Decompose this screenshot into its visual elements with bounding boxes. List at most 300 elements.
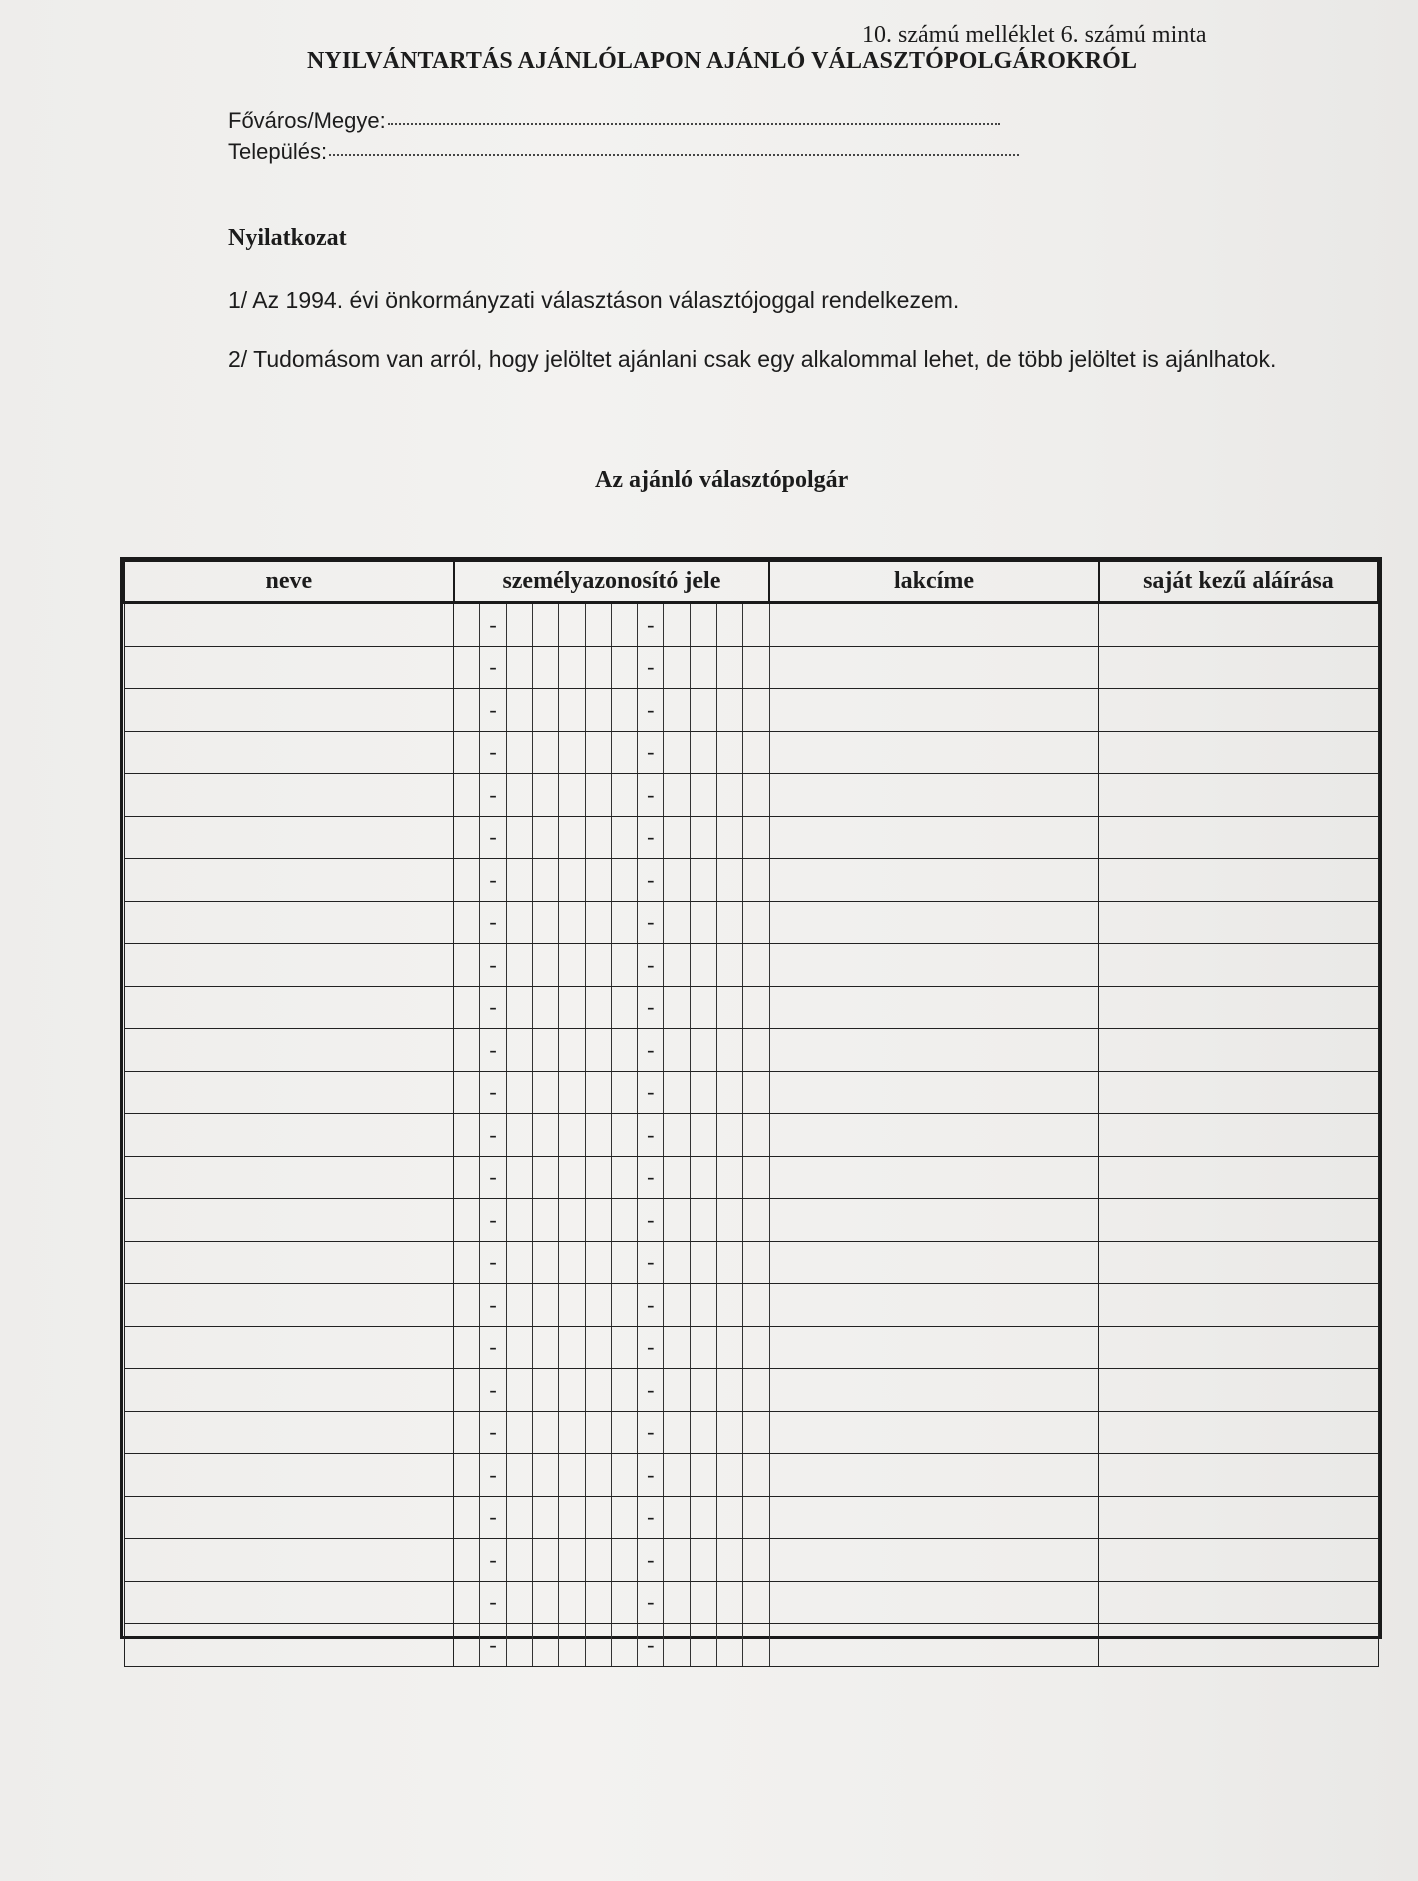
- id-digit-cell[interactable]: [611, 1581, 637, 1624]
- id-digit-cell[interactable]: [585, 859, 611, 902]
- id-digit-cell[interactable]: [743, 1029, 769, 1072]
- fovaros-megye-field[interactable]: [228, 108, 1000, 134]
- id-digit-cell[interactable]: [506, 1199, 532, 1242]
- id-digit-cell[interactable]: -: [480, 1156, 506, 1199]
- signature-cell[interactable]: [1099, 986, 1378, 1029]
- id-digit-cell[interactable]: [690, 689, 716, 732]
- id-digit-cell[interactable]: [611, 901, 637, 944]
- id-digit-cell[interactable]: [611, 1114, 637, 1157]
- id-digit-cell[interactable]: -: [480, 901, 506, 944]
- id-digit-cell[interactable]: [743, 1071, 769, 1114]
- signature-cell[interactable]: [1099, 731, 1378, 774]
- id-digit-cell[interactable]: [559, 1029, 585, 1072]
- id-digit-cell[interactable]: -: [480, 646, 506, 689]
- name-cell[interactable]: [124, 1071, 454, 1114]
- id-digit-cell[interactable]: [611, 1326, 637, 1369]
- id-digit-cell[interactable]: [585, 774, 611, 817]
- id-digit-cell[interactable]: [532, 901, 558, 944]
- id-digit-cell[interactable]: [716, 1241, 742, 1284]
- signature-cell[interactable]: [1099, 1539, 1378, 1582]
- id-digit-cell[interactable]: [743, 944, 769, 987]
- id-digit-cell[interactable]: [454, 816, 480, 859]
- id-digit-cell[interactable]: [664, 1369, 690, 1412]
- id-digit-cell[interactable]: -: [638, 1326, 664, 1369]
- id-digit-cell[interactable]: [506, 1029, 532, 1072]
- signature-cell[interactable]: [1099, 774, 1378, 817]
- name-cell[interactable]: [124, 816, 454, 859]
- id-digit-cell[interactable]: [611, 689, 637, 732]
- id-digit-cell[interactable]: -: [480, 986, 506, 1029]
- name-cell[interactable]: [124, 944, 454, 987]
- id-digit-cell[interactable]: [454, 774, 480, 817]
- id-digit-cell[interactable]: -: [480, 1624, 506, 1667]
- id-digit-cell[interactable]: [664, 859, 690, 902]
- id-digit-cell[interactable]: [611, 1496, 637, 1539]
- id-digit-cell[interactable]: [690, 1496, 716, 1539]
- id-digit-cell[interactable]: [532, 1624, 558, 1667]
- address-cell[interactable]: [769, 1071, 1099, 1114]
- id-digit-cell[interactable]: [506, 1114, 532, 1157]
- signature-cell[interactable]: [1099, 1284, 1378, 1327]
- id-digit-cell[interactable]: [716, 816, 742, 859]
- id-digit-cell[interactable]: [559, 1284, 585, 1327]
- id-digit-cell[interactable]: [743, 1326, 769, 1369]
- id-digit-cell[interactable]: -: [638, 1454, 664, 1497]
- id-digit-cell[interactable]: [532, 944, 558, 987]
- id-digit-cell[interactable]: -: [480, 1496, 506, 1539]
- id-digit-cell[interactable]: [611, 859, 637, 902]
- id-digit-cell[interactable]: [743, 1454, 769, 1497]
- id-digit-cell[interactable]: [611, 1241, 637, 1284]
- id-digit-cell[interactable]: [743, 1369, 769, 1412]
- id-digit-cell[interactable]: [611, 646, 637, 689]
- id-digit-cell[interactable]: [743, 816, 769, 859]
- name-cell[interactable]: [124, 731, 454, 774]
- address-cell[interactable]: [769, 774, 1099, 817]
- id-digit-cell[interactable]: -: [638, 689, 664, 732]
- id-digit-cell[interactable]: [559, 646, 585, 689]
- id-digit-cell[interactable]: [532, 1539, 558, 1582]
- id-digit-cell[interactable]: [585, 816, 611, 859]
- id-digit-cell[interactable]: -: [480, 1114, 506, 1157]
- id-digit-cell[interactable]: [743, 731, 769, 774]
- address-cell[interactable]: [769, 1326, 1099, 1369]
- id-digit-cell[interactable]: -: [638, 1156, 664, 1199]
- signature-cell[interactable]: [1099, 1199, 1378, 1242]
- id-digit-cell[interactable]: [716, 603, 742, 647]
- id-digit-cell[interactable]: [716, 859, 742, 902]
- id-digit-cell[interactable]: [611, 1199, 637, 1242]
- id-digit-cell[interactable]: [743, 1539, 769, 1582]
- address-cell[interactable]: [769, 1411, 1099, 1454]
- id-digit-cell[interactable]: [559, 859, 585, 902]
- id-digit-cell[interactable]: [454, 603, 480, 647]
- id-digit-cell[interactable]: -: [638, 1496, 664, 1539]
- id-digit-cell[interactable]: -: [480, 1284, 506, 1327]
- id-digit-cell[interactable]: [454, 731, 480, 774]
- id-digit-cell[interactable]: [559, 731, 585, 774]
- id-digit-cell[interactable]: [454, 1114, 480, 1157]
- address-cell[interactable]: [769, 1284, 1099, 1327]
- id-digit-cell[interactable]: [559, 1624, 585, 1667]
- signature-cell[interactable]: [1099, 1369, 1378, 1412]
- id-digit-cell[interactable]: [532, 986, 558, 1029]
- id-digit-cell[interactable]: [664, 1581, 690, 1624]
- id-digit-cell[interactable]: -: [638, 1199, 664, 1242]
- id-digit-cell[interactable]: -: [480, 603, 506, 647]
- id-digit-cell[interactable]: [690, 1199, 716, 1242]
- id-digit-cell[interactable]: [532, 1199, 558, 1242]
- id-digit-cell[interactable]: [716, 731, 742, 774]
- id-digit-cell[interactable]: [664, 1454, 690, 1497]
- id-digit-cell[interactable]: [532, 1454, 558, 1497]
- name-cell[interactable]: [124, 1496, 454, 1539]
- id-digit-cell[interactable]: [664, 816, 690, 859]
- id-digit-cell[interactable]: [559, 986, 585, 1029]
- name-cell[interactable]: [124, 1284, 454, 1327]
- name-cell[interactable]: [124, 1411, 454, 1454]
- id-digit-cell[interactable]: [454, 1581, 480, 1624]
- address-cell[interactable]: [769, 1624, 1099, 1667]
- id-digit-cell[interactable]: -: [480, 1454, 506, 1497]
- id-digit-cell[interactable]: -: [480, 1326, 506, 1369]
- id-digit-cell[interactable]: [585, 1029, 611, 1072]
- id-digit-cell[interactable]: -: [638, 986, 664, 1029]
- id-digit-cell[interactable]: [506, 646, 532, 689]
- id-digit-cell[interactable]: -: [638, 816, 664, 859]
- id-digit-cell[interactable]: [506, 1496, 532, 1539]
- id-digit-cell[interactable]: [664, 731, 690, 774]
- id-digit-cell[interactable]: [743, 646, 769, 689]
- id-digit-cell[interactable]: [532, 1241, 558, 1284]
- address-cell[interactable]: [769, 1199, 1099, 1242]
- id-digit-cell[interactable]: [559, 1496, 585, 1539]
- id-digit-cell[interactable]: -: [480, 1369, 506, 1412]
- id-digit-cell[interactable]: -: [638, 1284, 664, 1327]
- id-digit-cell[interactable]: [743, 1411, 769, 1454]
- signature-cell[interactable]: [1099, 603, 1378, 647]
- id-digit-cell[interactable]: [585, 1284, 611, 1327]
- address-cell[interactable]: [769, 901, 1099, 944]
- id-digit-cell[interactable]: [743, 1241, 769, 1284]
- id-digit-cell[interactable]: [585, 1114, 611, 1157]
- id-digit-cell[interactable]: [506, 859, 532, 902]
- id-digit-cell[interactable]: [532, 603, 558, 647]
- id-digit-cell[interactable]: [664, 901, 690, 944]
- id-digit-cell[interactable]: [611, 1411, 637, 1454]
- id-digit-cell[interactable]: [585, 1539, 611, 1582]
- id-digit-cell[interactable]: [611, 1284, 637, 1327]
- id-digit-cell[interactable]: [664, 1156, 690, 1199]
- id-digit-cell[interactable]: -: [638, 1581, 664, 1624]
- signature-cell[interactable]: [1099, 944, 1378, 987]
- id-digit-cell[interactable]: [559, 901, 585, 944]
- id-digit-cell[interactable]: [716, 1624, 742, 1667]
- id-digit-cell[interactable]: [690, 603, 716, 647]
- id-digit-cell[interactable]: [454, 1156, 480, 1199]
- id-digit-cell[interactable]: [611, 816, 637, 859]
- id-digit-cell[interactable]: [532, 1284, 558, 1327]
- id-digit-cell[interactable]: [585, 901, 611, 944]
- address-cell[interactable]: [769, 944, 1099, 987]
- id-digit-cell[interactable]: [664, 1241, 690, 1284]
- signature-cell[interactable]: [1099, 816, 1378, 859]
- name-cell[interactable]: [124, 689, 454, 732]
- id-digit-cell[interactable]: [559, 1581, 585, 1624]
- id-digit-cell[interactable]: [716, 1411, 742, 1454]
- name-cell[interactable]: [124, 1241, 454, 1284]
- id-digit-cell[interactable]: -: [480, 1199, 506, 1242]
- id-digit-cell[interactable]: [690, 774, 716, 817]
- id-digit-cell[interactable]: -: [480, 1411, 506, 1454]
- signature-cell[interactable]: [1099, 1326, 1378, 1369]
- address-cell[interactable]: [769, 1539, 1099, 1582]
- id-digit-cell[interactable]: -: [480, 731, 506, 774]
- signature-cell[interactable]: [1099, 1071, 1378, 1114]
- id-digit-cell[interactable]: [506, 816, 532, 859]
- id-digit-cell[interactable]: [743, 901, 769, 944]
- id-digit-cell[interactable]: [743, 986, 769, 1029]
- name-cell[interactable]: [124, 859, 454, 902]
- id-digit-cell[interactable]: [506, 1241, 532, 1284]
- id-digit-cell[interactable]: [690, 1539, 716, 1582]
- id-digit-cell[interactable]: [664, 1496, 690, 1539]
- id-digit-cell[interactable]: [664, 944, 690, 987]
- id-digit-cell[interactable]: -: [480, 774, 506, 817]
- id-digit-cell[interactable]: -: [480, 1029, 506, 1072]
- id-digit-cell[interactable]: [559, 603, 585, 647]
- id-digit-cell[interactable]: [506, 1071, 532, 1114]
- address-cell[interactable]: [769, 1241, 1099, 1284]
- signature-cell[interactable]: [1099, 1156, 1378, 1199]
- name-cell[interactable]: [124, 774, 454, 817]
- signature-cell[interactable]: [1099, 1114, 1378, 1157]
- id-digit-cell[interactable]: [716, 901, 742, 944]
- id-digit-cell[interactable]: [690, 1454, 716, 1497]
- name-cell[interactable]: [124, 986, 454, 1029]
- address-cell[interactable]: [769, 689, 1099, 732]
- id-digit-cell[interactable]: -: [638, 1624, 664, 1667]
- id-digit-cell[interactable]: [585, 1326, 611, 1369]
- id-digit-cell[interactable]: [690, 1624, 716, 1667]
- id-digit-cell[interactable]: [585, 1496, 611, 1539]
- id-digit-cell[interactable]: [690, 944, 716, 987]
- name-cell[interactable]: [124, 1326, 454, 1369]
- id-digit-cell[interactable]: -: [480, 1241, 506, 1284]
- address-cell[interactable]: [769, 731, 1099, 774]
- id-digit-cell[interactable]: [559, 1071, 585, 1114]
- id-digit-cell[interactable]: [743, 1156, 769, 1199]
- id-digit-cell[interactable]: [454, 1029, 480, 1072]
- id-digit-cell[interactable]: [743, 859, 769, 902]
- id-digit-cell[interactable]: [559, 1199, 585, 1242]
- address-cell[interactable]: [769, 1156, 1099, 1199]
- id-digit-cell[interactable]: [532, 646, 558, 689]
- id-digit-cell[interactable]: [716, 1029, 742, 1072]
- id-digit-cell[interactable]: [559, 1326, 585, 1369]
- id-digit-cell[interactable]: [743, 1284, 769, 1327]
- id-digit-cell[interactable]: [506, 1369, 532, 1412]
- id-digit-cell[interactable]: -: [638, 1029, 664, 1072]
- id-digit-cell[interactable]: [716, 1156, 742, 1199]
- id-digit-cell[interactable]: [559, 1369, 585, 1412]
- id-digit-cell[interactable]: [532, 1581, 558, 1624]
- id-digit-cell[interactable]: [585, 646, 611, 689]
- name-cell[interactable]: [124, 1199, 454, 1242]
- id-digit-cell[interactable]: [559, 944, 585, 987]
- address-cell[interactable]: [769, 1581, 1099, 1624]
- id-digit-cell[interactable]: [506, 731, 532, 774]
- id-digit-cell[interactable]: [559, 689, 585, 732]
- id-digit-cell[interactable]: [454, 689, 480, 732]
- signature-cell[interactable]: [1099, 1241, 1378, 1284]
- id-digit-cell[interactable]: [611, 1454, 637, 1497]
- id-digit-cell[interactable]: [532, 774, 558, 817]
- id-digit-cell[interactable]: [454, 1284, 480, 1327]
- id-digit-cell[interactable]: [690, 1284, 716, 1327]
- signature-cell[interactable]: [1099, 646, 1378, 689]
- id-digit-cell[interactable]: [611, 603, 637, 647]
- signature-cell[interactable]: [1099, 859, 1378, 902]
- id-digit-cell[interactable]: [454, 944, 480, 987]
- id-digit-cell[interactable]: [664, 774, 690, 817]
- address-cell[interactable]: [769, 1029, 1099, 1072]
- id-digit-cell[interactable]: [506, 1581, 532, 1624]
- address-cell[interactable]: [769, 646, 1099, 689]
- id-digit-cell[interactable]: -: [638, 646, 664, 689]
- id-digit-cell[interactable]: -: [638, 1071, 664, 1114]
- id-digit-cell[interactable]: [664, 1071, 690, 1114]
- id-digit-cell[interactable]: [611, 944, 637, 987]
- id-digit-cell[interactable]: [611, 1539, 637, 1582]
- id-digit-cell[interactable]: [506, 1454, 532, 1497]
- fovaros-megye-blank[interactable]: [388, 123, 1000, 125]
- id-digit-cell[interactable]: [506, 774, 532, 817]
- id-digit-cell[interactable]: [664, 689, 690, 732]
- id-digit-cell[interactable]: [690, 1581, 716, 1624]
- id-digit-cell[interactable]: [454, 1199, 480, 1242]
- id-digit-cell[interactable]: [506, 1411, 532, 1454]
- id-digit-cell[interactable]: [690, 986, 716, 1029]
- id-digit-cell[interactable]: [506, 689, 532, 732]
- id-digit-cell[interactable]: [559, 1156, 585, 1199]
- id-digit-cell[interactable]: [559, 816, 585, 859]
- id-digit-cell[interactable]: -: [480, 944, 506, 987]
- id-digit-cell[interactable]: [454, 1241, 480, 1284]
- id-digit-cell[interactable]: [716, 1369, 742, 1412]
- id-digit-cell[interactable]: [454, 1369, 480, 1412]
- id-digit-cell[interactable]: [664, 1029, 690, 1072]
- id-digit-cell[interactable]: [585, 1454, 611, 1497]
- id-digit-cell[interactable]: [611, 1156, 637, 1199]
- id-digit-cell[interactable]: [690, 1029, 716, 1072]
- id-digit-cell[interactable]: [743, 689, 769, 732]
- name-cell[interactable]: [124, 1029, 454, 1072]
- telepules-blank[interactable]: [329, 154, 1019, 156]
- signature-cell[interactable]: [1099, 1411, 1378, 1454]
- id-digit-cell[interactable]: [506, 944, 532, 987]
- id-digit-cell[interactable]: [743, 1199, 769, 1242]
- id-digit-cell[interactable]: [611, 1369, 637, 1412]
- id-digit-cell[interactable]: [454, 859, 480, 902]
- id-digit-cell[interactable]: [532, 816, 558, 859]
- name-cell[interactable]: [124, 646, 454, 689]
- id-digit-cell[interactable]: -: [638, 859, 664, 902]
- id-digit-cell[interactable]: [716, 986, 742, 1029]
- address-cell[interactable]: [769, 859, 1099, 902]
- id-digit-cell[interactable]: [532, 1369, 558, 1412]
- id-digit-cell[interactable]: [454, 1454, 480, 1497]
- id-digit-cell[interactable]: [559, 1411, 585, 1454]
- id-digit-cell[interactable]: [454, 1411, 480, 1454]
- id-digit-cell[interactable]: [585, 1369, 611, 1412]
- id-digit-cell[interactable]: [559, 774, 585, 817]
- id-digit-cell[interactable]: [506, 1539, 532, 1582]
- name-cell[interactable]: [124, 1156, 454, 1199]
- id-digit-cell[interactable]: [664, 1624, 690, 1667]
- id-digit-cell[interactable]: -: [638, 1411, 664, 1454]
- id-digit-cell[interactable]: [716, 689, 742, 732]
- signature-cell[interactable]: [1099, 1454, 1378, 1497]
- name-cell[interactable]: [124, 1454, 454, 1497]
- id-digit-cell[interactable]: [664, 1326, 690, 1369]
- id-digit-cell[interactable]: [454, 1496, 480, 1539]
- id-digit-cell[interactable]: -: [638, 1369, 664, 1412]
- id-digit-cell[interactable]: [454, 1539, 480, 1582]
- address-cell[interactable]: [769, 1369, 1099, 1412]
- id-digit-cell[interactable]: [454, 1624, 480, 1667]
- id-digit-cell[interactable]: -: [480, 1581, 506, 1624]
- id-digit-cell[interactable]: [664, 1284, 690, 1327]
- address-cell[interactable]: [769, 1114, 1099, 1157]
- id-digit-cell[interactable]: [743, 1624, 769, 1667]
- id-digit-cell[interactable]: [611, 1029, 637, 1072]
- id-digit-cell[interactable]: [716, 1454, 742, 1497]
- id-digit-cell[interactable]: [664, 1199, 690, 1242]
- id-digit-cell[interactable]: [716, 1496, 742, 1539]
- id-digit-cell[interactable]: [716, 1199, 742, 1242]
- id-digit-cell[interactable]: [532, 1326, 558, 1369]
- address-cell[interactable]: [769, 1454, 1099, 1497]
- id-digit-cell[interactable]: -: [638, 774, 664, 817]
- id-digit-cell[interactable]: [690, 1369, 716, 1412]
- id-digit-cell[interactable]: [743, 774, 769, 817]
- id-digit-cell[interactable]: [716, 646, 742, 689]
- id-digit-cell[interactable]: [454, 1071, 480, 1114]
- id-digit-cell[interactable]: [664, 646, 690, 689]
- name-cell[interactable]: [124, 901, 454, 944]
- id-digit-cell[interactable]: [716, 1539, 742, 1582]
- id-digit-cell[interactable]: [585, 1581, 611, 1624]
- id-digit-cell[interactable]: [690, 901, 716, 944]
- id-digit-cell[interactable]: [716, 1326, 742, 1369]
- id-digit-cell[interactable]: [690, 731, 716, 774]
- id-digit-cell[interactable]: [664, 1114, 690, 1157]
- id-digit-cell[interactable]: -: [480, 689, 506, 732]
- id-digit-cell[interactable]: [743, 1496, 769, 1539]
- id-digit-cell[interactable]: [585, 1411, 611, 1454]
- id-digit-cell[interactable]: [716, 1581, 742, 1624]
- id-digit-cell[interactable]: [585, 1156, 611, 1199]
- id-digit-cell[interactable]: [585, 1624, 611, 1667]
- address-cell[interactable]: [769, 816, 1099, 859]
- id-digit-cell[interactable]: [690, 816, 716, 859]
- id-digit-cell[interactable]: [716, 1114, 742, 1157]
- id-digit-cell[interactable]: [506, 1624, 532, 1667]
- address-cell[interactable]: [769, 1496, 1099, 1539]
- id-digit-cell[interactable]: [532, 1411, 558, 1454]
- id-digit-cell[interactable]: [532, 1071, 558, 1114]
